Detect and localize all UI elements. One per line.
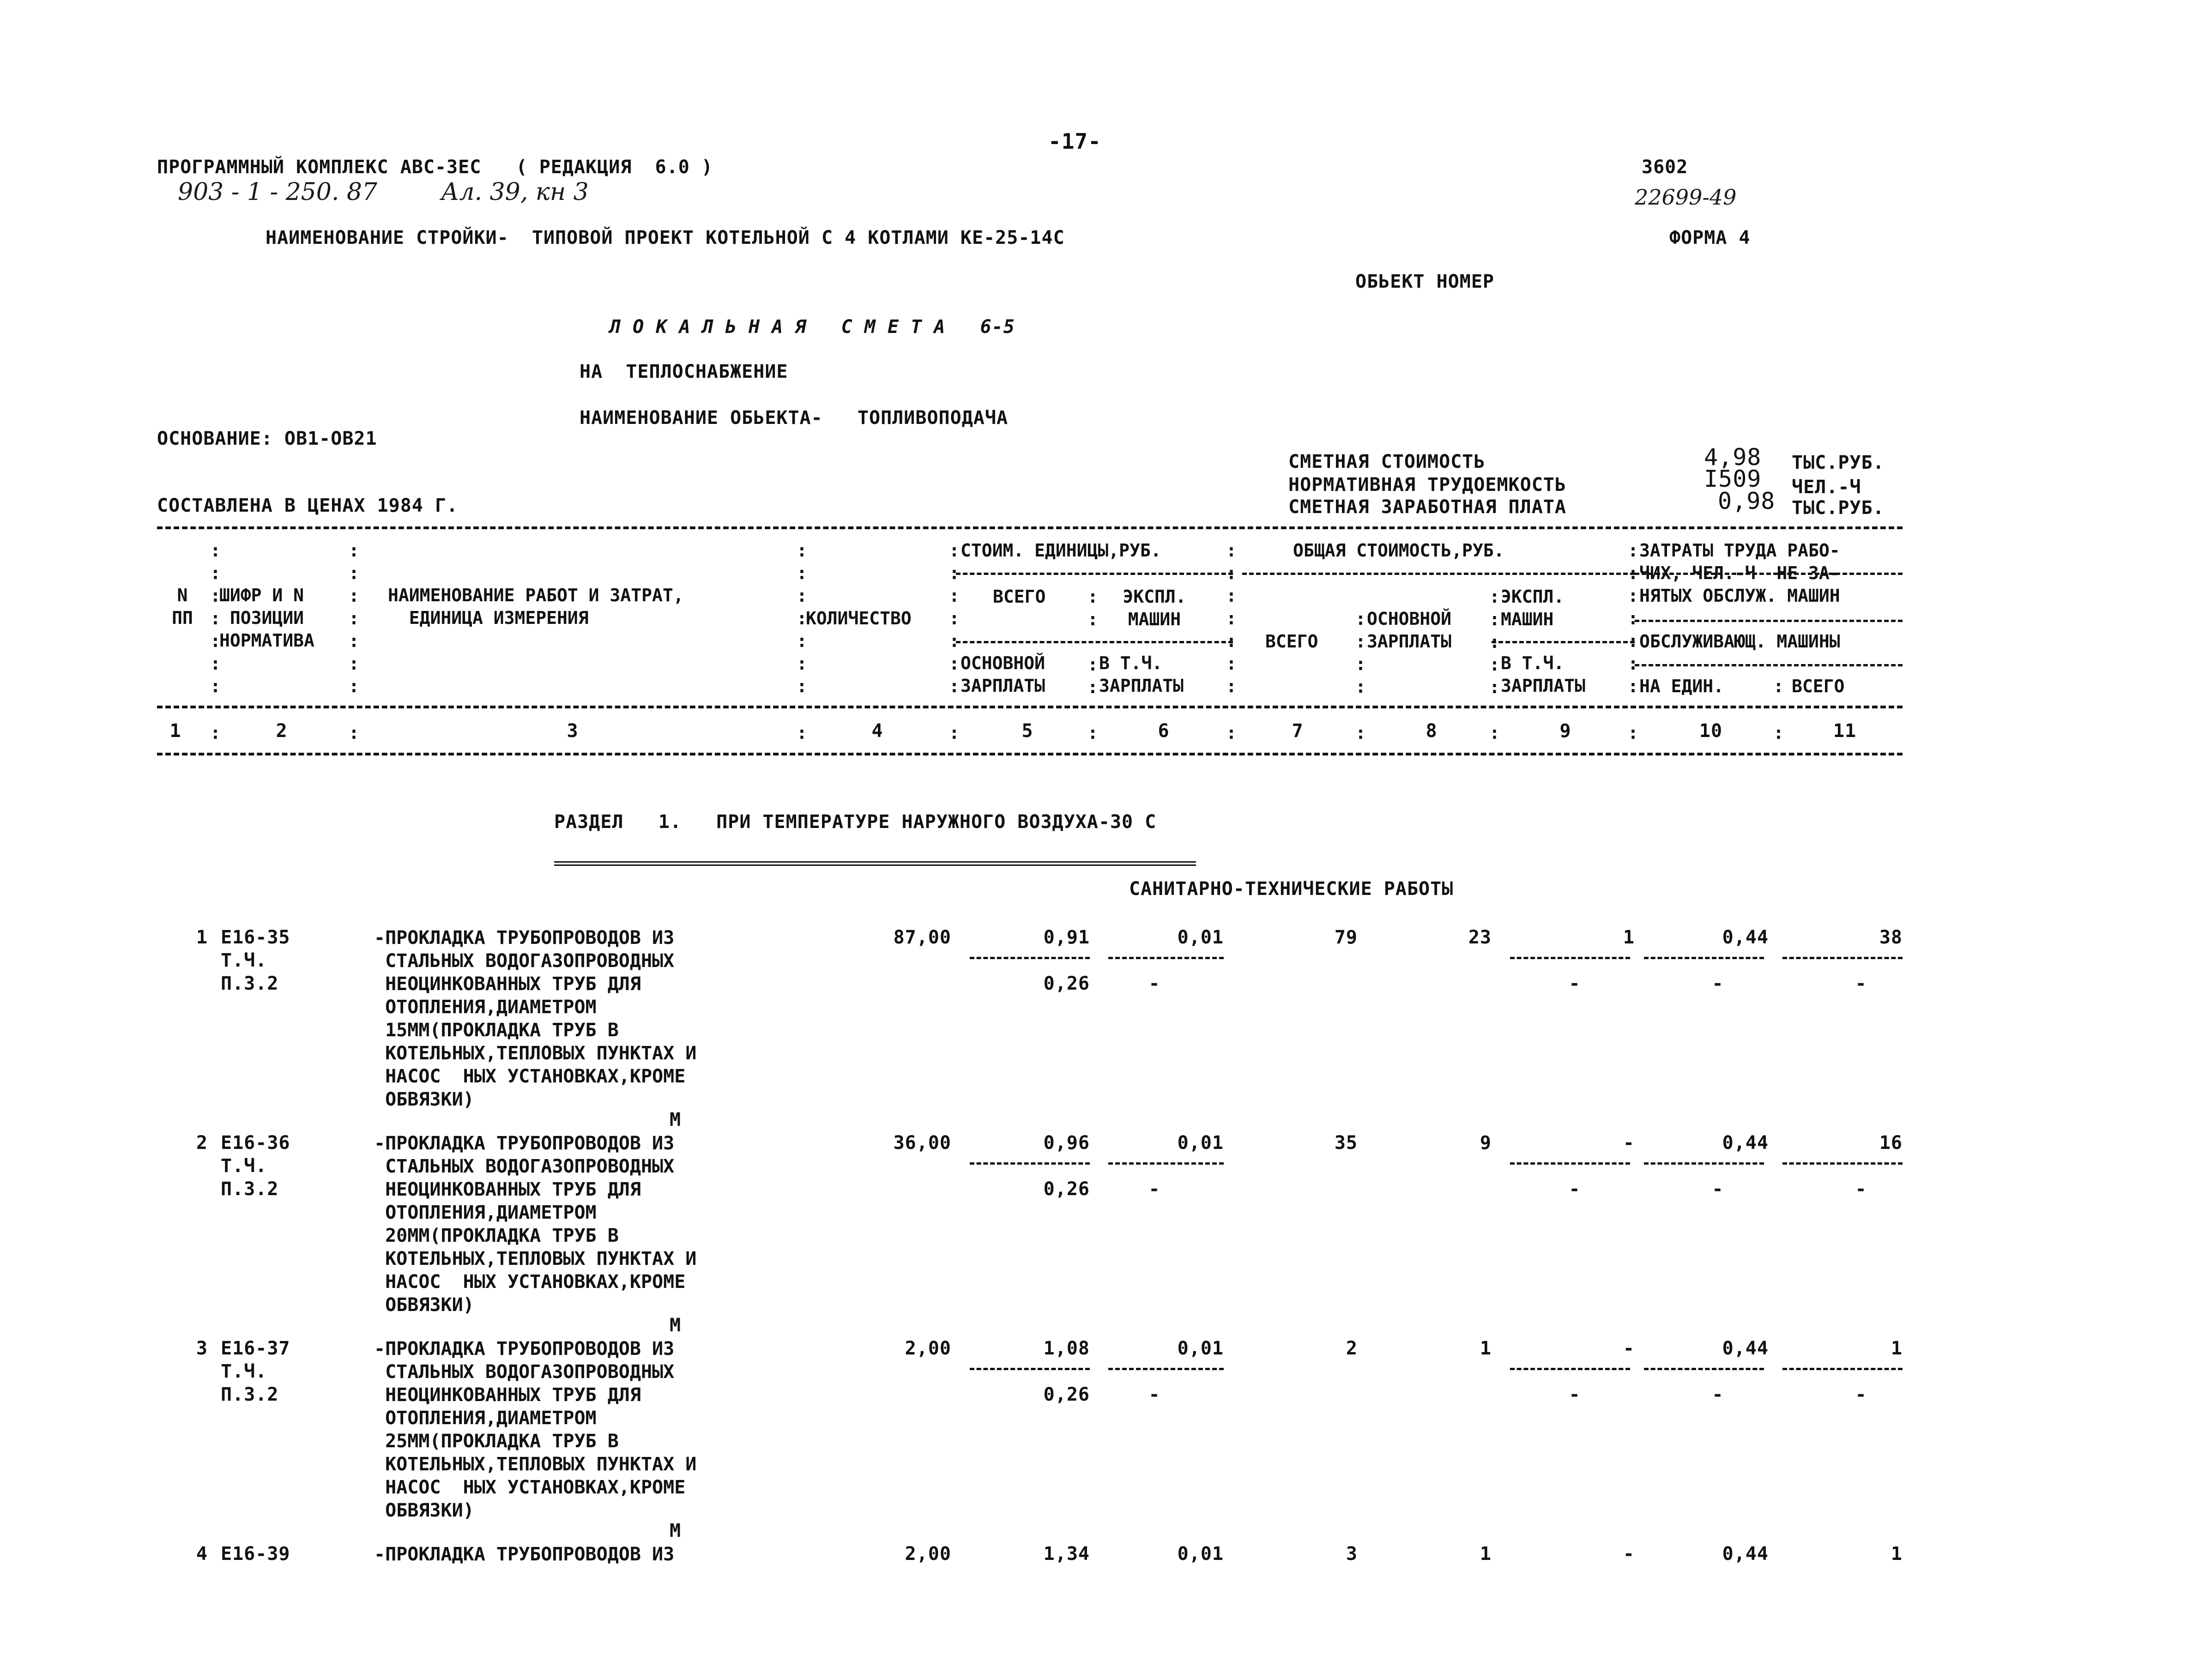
col-sep: : <box>1773 676 1784 696</box>
row-sub-rule <box>1644 1368 1764 1370</box>
row-code-part: Т.Ч. <box>221 1155 267 1177</box>
col-sep: : : : : : : : <box>349 540 359 696</box>
row-sub-rule <box>1108 1368 1224 1370</box>
row-total-incl: - <box>1569 973 1581 994</box>
form-number: ФОРМА 4 <box>1669 227 1751 248</box>
row-code: Е16-39 <box>221 1543 290 1565</box>
estimate-subject: НА ТЕПЛОСНАБЖЕНИЕ <box>580 361 788 382</box>
row-sub-rule <box>970 1368 1090 1370</box>
row-unit-machines: 0,01 <box>1177 1338 1224 1359</box>
row-code-part: Т.Ч. <box>221 950 267 971</box>
col-sep: : : : : : <box>1489 586 1500 697</box>
column-number: 3 <box>567 720 579 742</box>
row-description: -ПРОКЛАДКА ТРУБОПРОВОДОВ ИЗ <box>374 1544 675 1565</box>
row-unit: М <box>670 1315 682 1336</box>
col-sep: : : : : <box>1355 609 1366 697</box>
row-number: 4 <box>196 1543 208 1565</box>
row-total-incl: - <box>1569 1178 1581 1200</box>
construction-name: НАИМЕНОВАНИЕ СТРОЙКИ- ТИПОВОЙ ПРОЕКТ КОТЕЛЬНОЙ С 4 КОТЛАМИ КЕ-25-14С <box>266 227 1065 248</box>
row-labor-unit: 0,44 <box>1722 1543 1769 1565</box>
row-labor-sub1: - <box>1712 1384 1724 1405</box>
handwritten-code: 22699-49 <box>1635 185 1737 210</box>
header-unit-incl: В Т.Ч. ЗАРПЛАТЫ <box>1099 653 1184 696</box>
row-code-clause: П.3.2 <box>221 1178 279 1200</box>
prices-year: СОСТАВЛЕНА В ЦЕНАХ 1984 Г. <box>157 495 459 516</box>
col-sep: : : : : : : : <box>949 540 960 696</box>
row-unit-total: 1,34 <box>1043 1543 1090 1565</box>
row-description: -ПРОКЛАДКА ТРУБОПРОВОДОВ ИЗ СТАЛЬНЫХ ВОДОГАЗОПРОВОДНЫХ НЕОЦИНКОВАННЫХ ТРУБ ДЛЯ ОТОПЛЕНИЯ,ДИАМЕТРОМ 15ММ(ПРОКЛАДКА ТРУБ В КОТЕЛЬНЫХ,ТЕПЛОВЫХ ПУНКТАХ И НАСОС НЫХ УСТАНОВКАХ,КРОМЕ ОБВЯЗКИ) <box>374 927 697 1110</box>
column-number: 9 <box>1559 720 1571 742</box>
col-sep: : : : : : : : <box>210 540 221 696</box>
row-unit-incl: - <box>1148 1384 1160 1405</box>
estimated-cost-value: 4,98 <box>1704 444 1762 471</box>
row-unit: М <box>670 1520 682 1541</box>
row-quantity: 36,00 <box>893 1132 951 1154</box>
header-unit-total: ВСЕГО <box>993 586 1046 607</box>
header-total-incl: В Т.Ч. ЗАРПЛАТЫ <box>1501 653 1586 696</box>
col-sep: : <box>1489 723 1500 743</box>
header-total-cost: ОБЩАЯ СТОИМОСТЬ,РУБ. <box>1293 540 1504 561</box>
row-total-machines: - <box>1623 1132 1635 1154</box>
col-sep: : : : : : : : <box>1628 540 1638 696</box>
row-total-machines: - <box>1623 1338 1635 1359</box>
row-unit-total: 0,96 <box>1043 1132 1090 1154</box>
col-sep: : : : : : : : <box>797 540 807 696</box>
row-sub-rule <box>1782 957 1903 959</box>
row-sub-rule <box>970 957 1090 959</box>
col-sep: : <box>1773 723 1784 743</box>
row-code-part: Т.Ч. <box>221 1361 267 1382</box>
row-description: -ПРОКЛАДКА ТРУБОПРОВОДОВ ИЗ СТАЛЬНЫХ ВОДОГАЗОПРОВОДНЫХ НЕОЦИНКОВАННЫХ ТРУБ ДЛЯ ОТОПЛЕНИЯ,ДИАМЕТРОМ 25ММ(ПРОКЛАДКА ТРУБ В КОТЕЛЬНЫХ,ТЕПЛОВЫХ ПУНКТАХ И НАСОС НЫХ УСТАНОВКАХ,КРОМЕ ОБВЯЗКИ) <box>374 1338 697 1521</box>
handwritten-sheet-ref: Ал. 39, кн 3 <box>441 178 589 206</box>
header-labor-sub-divider1 <box>1635 620 1903 622</box>
object-name: НАИМЕНОВАНИЕ ОБЬЕКТА- ТОПЛИВОПОДАЧА <box>580 407 1009 429</box>
row-total-machines: - <box>1623 1543 1635 1565</box>
row-labor-sub2: - <box>1855 1178 1867 1200</box>
column-number: 5 <box>1021 720 1033 742</box>
header-total-machines: ЭКСПЛ. МАШИН <box>1501 586 1565 629</box>
col-sep: : <box>797 723 807 743</box>
row-labor-total: 38 <box>1879 927 1903 948</box>
row-description: -ПРОКЛАДКА ТРУБОПРОВОДОВ ИЗ СТАЛЬНЫХ ВОДОГАЗОПРОВОДНЫХ НЕОЦИНКОВАННЫХ ТРУБ ДЛЯ ОТОПЛЕНИЯ,ДИАМЕТРОМ 20ММ(ПРОКЛАДКА ТРУБ В КОТЕЛЬНЫХ,ТЕПЛОВЫХ ПУНКТАХ И НАСОС НЫХ УСТАНОВКАХ,КРОМЕ ОБВЯЗКИ) <box>374 1133 697 1316</box>
column-number: 10 <box>1699 720 1723 742</box>
row-number: 1 <box>196 927 208 948</box>
row-unit: М <box>670 1109 682 1130</box>
row-total-machines: 1 <box>1623 927 1635 948</box>
col-sep: : : : : : : : <box>1226 540 1237 696</box>
column-number: 8 <box>1426 720 1438 742</box>
header-labor-divider <box>1635 573 1903 575</box>
row-code: Е16-35 <box>221 927 290 948</box>
row-unit-incl: - <box>1148 1178 1160 1200</box>
column-number-rule <box>157 753 1903 755</box>
row-labor-sub1: - <box>1712 973 1724 994</box>
row-unit-total: 1,08 <box>1043 1338 1090 1359</box>
labor-intensity-unit: ЧЕЛ.-Ч <box>1792 477 1861 498</box>
header-row-number: N ПП <box>172 585 193 628</box>
row-code-clause: П.3.2 <box>221 1384 279 1405</box>
basis: ОСНОВАНИЕ: ОВ1-ОВ21 <box>157 428 377 449</box>
row-total: 3 <box>1346 1543 1358 1565</box>
row-sub-rule <box>1782 1368 1903 1370</box>
column-number: 2 <box>276 720 288 742</box>
header-unit-divider <box>956 573 1233 575</box>
header-labor: ЗАТРАТЫ ТРУДА РАБО- ЧИХ, ЧЕЛ.-Ч НЕ ЗА- НЯТЫХ ОБСЛУЖ. МАШИН <box>1639 540 1840 606</box>
column-number: 7 <box>1292 720 1304 742</box>
row-labor-sub2: - <box>1855 973 1867 994</box>
page-number: -17- <box>1048 129 1101 154</box>
header-total-all: ВСЕГО <box>1265 631 1318 652</box>
row-total: 79 <box>1334 927 1358 948</box>
col-sep: : <box>1355 723 1366 743</box>
row-sub-rule <box>970 1162 1090 1165</box>
row-labor-unit: 0,44 <box>1722 1338 1769 1359</box>
code-top-right: 3602 <box>1642 157 1688 178</box>
col-sep: : <box>1226 723 1237 743</box>
row-unit-incl: - <box>1148 973 1160 994</box>
row-quantity: 2,00 <box>905 1543 951 1565</box>
estimate-title: Л О К А Л Ь Н А Я С М Е Т А 6-5 <box>610 316 1015 338</box>
header-total-sub-divider <box>1492 641 1635 643</box>
row-unit-machines: 0,01 <box>1177 1543 1224 1565</box>
header-bottom-rule <box>157 706 1903 708</box>
row-sub-rule <box>1108 957 1224 959</box>
row-sub-rule <box>1782 1162 1903 1165</box>
column-number: 4 <box>871 720 883 742</box>
row-labor-sub2: - <box>1855 1384 1867 1405</box>
row-labor-total: 1 <box>1891 1543 1903 1565</box>
header-labor-total: ВСЕГО <box>1792 676 1845 696</box>
row-labor-total: 16 <box>1879 1132 1903 1154</box>
header-unit-machines: ЭКСПЛ. МАШИН <box>1123 586 1186 629</box>
column-number: 11 <box>1833 720 1857 742</box>
col-sep: : <box>1087 723 1098 743</box>
handwritten-project-number: 903 - 1 - 250. 87 <box>178 178 378 206</box>
wage-label: СМЕТНАЯ ЗАРАБОТНАЯ ПЛАТА <box>1288 496 1566 518</box>
col-sep: : <box>1628 723 1638 743</box>
row-total-incl: - <box>1569 1384 1581 1405</box>
table-top-rule <box>157 526 1903 529</box>
header-unit-wage: ОСНОВНОЙ ЗАРПЛАТЫ <box>961 653 1045 696</box>
col-sep: : : : : <box>1087 586 1098 697</box>
row-total-wage: 1 <box>1480 1338 1492 1359</box>
row-sub-rule <box>1644 1162 1764 1165</box>
header-labor-machines: ОБСЛУЖИВАЮЩ. МАШИНЫ <box>1639 631 1840 652</box>
wage-unit: ТЫС.РУБ. <box>1792 497 1885 519</box>
estimated-cost-label: СМЕТНАЯ СТОИМОСТЬ <box>1288 451 1486 472</box>
labor-intensity-label: НОРМАТИВНАЯ ТРУДОЕМКОСТЬ <box>1288 474 1566 496</box>
row-sub-rule <box>1108 1162 1224 1165</box>
section-subtitle: САНИТАРНО-ТЕХНИЧЕСКИЕ РАБОТЫ <box>1129 878 1454 900</box>
row-code: Е16-37 <box>221 1338 290 1359</box>
header-quantity: КОЛИЧЕСТВО <box>806 608 912 628</box>
header-unit-cost: СТОИМ. ЕДИНИЦЫ,РУБ. <box>961 540 1161 561</box>
col-sep: : <box>210 723 221 743</box>
row-sub-rule <box>1510 957 1630 959</box>
header-total-wage: ОСНОВНОЙ ЗАРПЛАТЫ <box>1367 609 1452 652</box>
estimated-cost-unit: ТЫС.РУБ. <box>1792 452 1885 473</box>
row-quantity: 2,00 <box>905 1338 951 1359</box>
row-number: 3 <box>196 1338 208 1359</box>
row-total-wage: 1 <box>1480 1543 1492 1565</box>
row-unit-wage: 0,26 <box>1043 1384 1090 1405</box>
row-labor-unit: 0,44 <box>1722 1132 1769 1154</box>
row-quantity: 87,00 <box>893 927 951 948</box>
section-underline <box>554 861 1196 866</box>
row-unit-machines: 0,01 <box>1177 1132 1224 1154</box>
row-unit-wage: 0,26 <box>1043 1178 1090 1200</box>
row-total: 2 <box>1346 1338 1358 1359</box>
row-code-clause: П.3.2 <box>221 973 279 994</box>
labor-intensity-value: I509 <box>1704 465 1762 492</box>
row-unit-machines: 0,01 <box>1177 927 1224 948</box>
row-unit-wage: 0,26 <box>1043 973 1090 994</box>
row-number: 2 <box>196 1132 208 1154</box>
header-work-name: НАИМЕНОВАНИЕ РАБОТ И ЗАТРАТ, ЕДИНИЦА ИЗМЕРЕНИЯ <box>388 585 684 628</box>
wage-value: 0,98 <box>1718 488 1776 514</box>
header-labor-sub-divider2 <box>1635 664 1903 666</box>
header-labor-per-unit: НА ЕДИН. <box>1639 676 1724 696</box>
column-number: 6 <box>1158 720 1170 742</box>
row-sub-rule <box>1644 957 1764 959</box>
object-number: ОБЬЕКТ НОМЕР <box>1355 271 1494 292</box>
row-sub-rule <box>1510 1368 1630 1370</box>
col-sep: : <box>949 723 960 743</box>
header-total-divider <box>1242 573 1635 575</box>
row-total-wage: 9 <box>1480 1132 1492 1154</box>
row-labor-sub1: - <box>1712 1178 1724 1200</box>
row-unit-total: 0,91 <box>1043 927 1090 948</box>
header-code: ШИФР И N ПОЗИЦИИ НОРМАТИВА <box>219 585 314 651</box>
row-total: 35 <box>1334 1132 1358 1154</box>
row-sub-rule <box>1510 1162 1630 1165</box>
row-code: Е16-36 <box>221 1132 290 1154</box>
column-number: 1 <box>169 720 181 742</box>
row-total-wage: 23 <box>1468 927 1492 948</box>
row-labor-total: 1 <box>1891 1338 1903 1359</box>
row-labor-unit: 0,44 <box>1722 927 1769 948</box>
section-title: РАЗДЕЛ 1. ПРИ ТЕМПЕРАТУРЕ НАРУЖНОГО ВОЗДУХА-30 С <box>554 811 1157 833</box>
program-line: ПРОГРАММНЫЙ КОМПЛЕКС АВС-3ЕС ( РЕДАКЦИЯ 6.0 ) <box>157 157 713 178</box>
col-sep: : <box>349 723 359 743</box>
